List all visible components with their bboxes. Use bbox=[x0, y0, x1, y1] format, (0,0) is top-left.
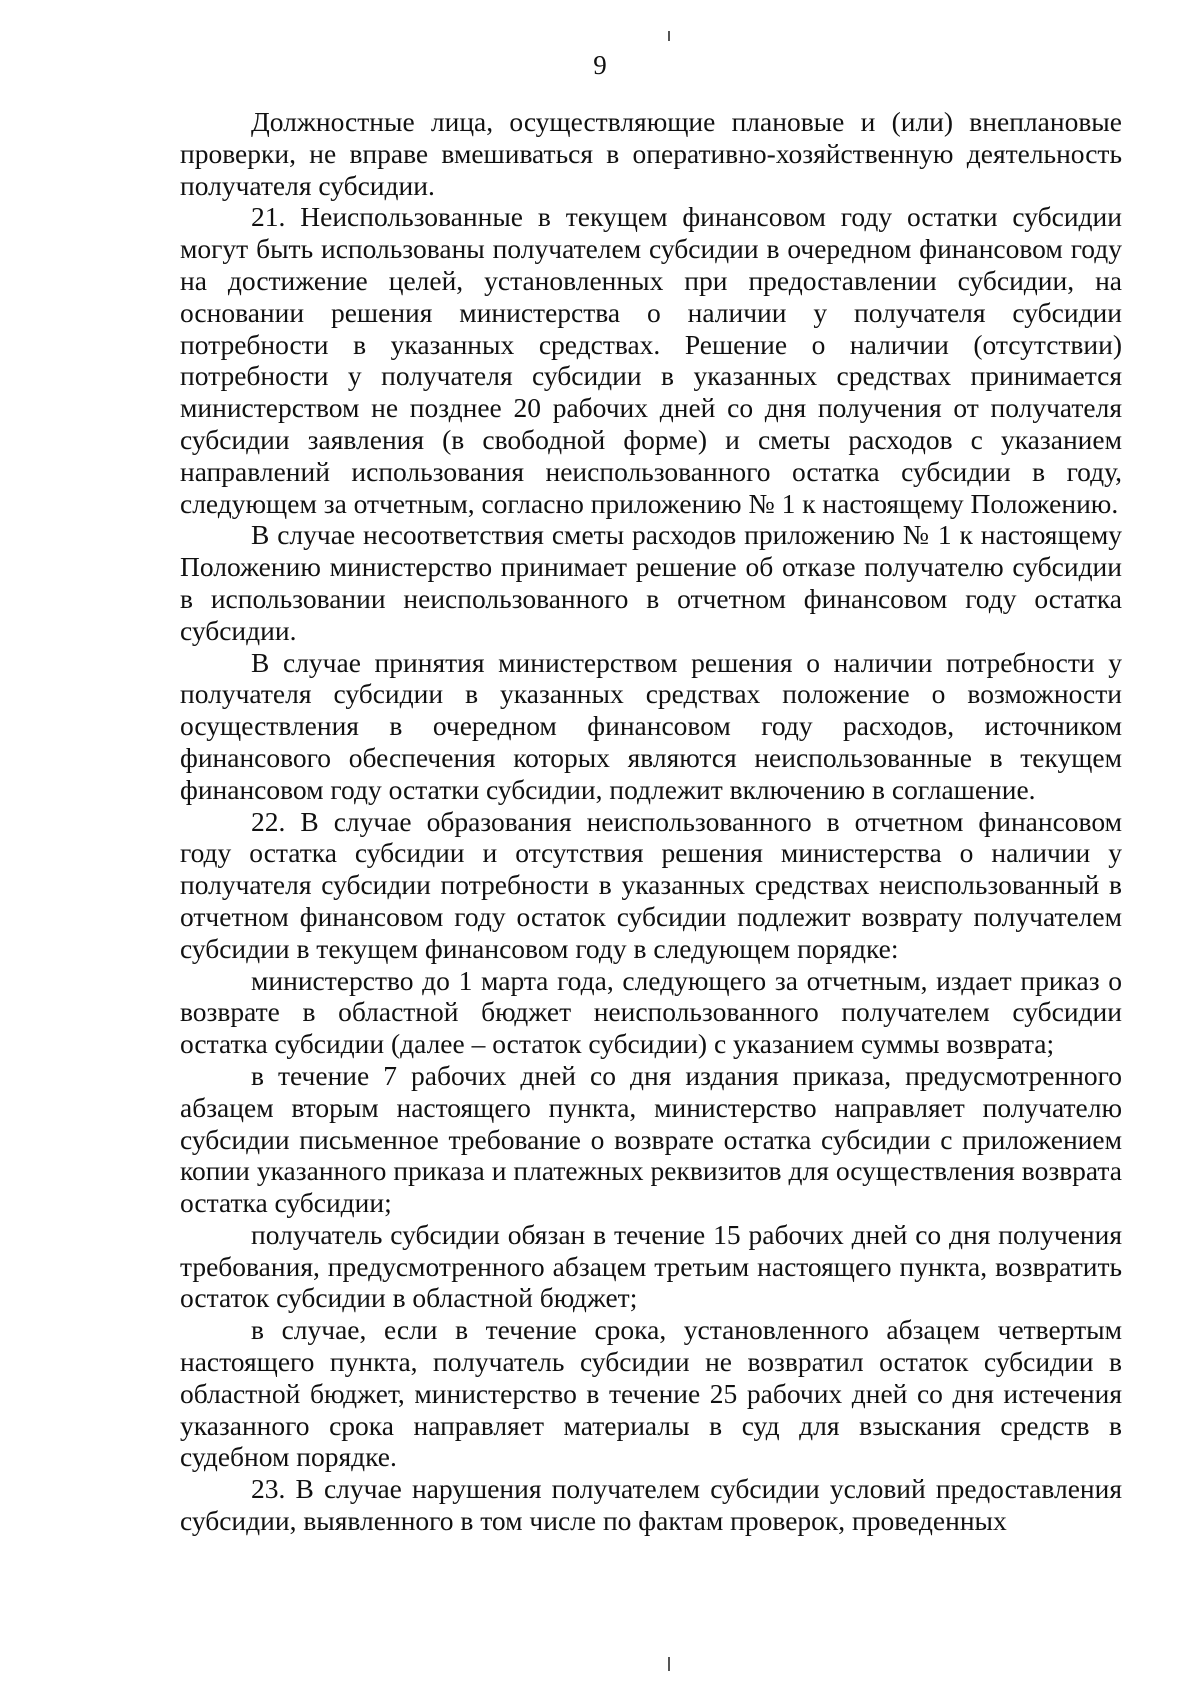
paragraph-clause-23: 23. В случае нарушения получателем субсидии условий предоставления субсидии, выявленного в том числе по фактам проверок, проведенных bbox=[180, 1473, 1122, 1537]
paragraph-clause-21: 21. Неиспользованные в текущем финансовом году остатки субсидии могут быть использованы получателем субсидии в очередном финансовом году на достижение целей, установленных при предоставлении субсидии, на основании решения министерства о наличии у получателя субсидии потребности в указанных средствах. Решение о наличии (отсутствии) потребности у получателя субсидии в указанных средствах принимается министерством не позднее 20 рабочих дней со дня получения от получателя субсидии заявления (в свободной форме) и сметы расходов с указанием направлений использования неиспользованного остатка субсидии в году, следующем за отчетным, согласно приложению № 1 к настоящему Положению. bbox=[180, 201, 1122, 519]
paragraph-estimate-mismatch: В случае несоответствия сметы расходов приложению № 1 к настоящему Положению министерство принимает решение об отказе получателю субсидии в использовании неиспользованного в отчетном финансовом году остатка субсидии. bbox=[180, 519, 1122, 646]
document-body bbox=[180, 106, 1122, 1537]
paragraph-officials-interference: Должностные лица, осуществляющие плановые и (или) внеплановые проверки, не вправе вмешиваться в оперативно-хозяйственную деятельность получателя субсидии. bbox=[180, 106, 1122, 201]
scan-artifact-mark bbox=[668, 31, 670, 41]
paragraph-need-decision: В случае принятия министерством решения о наличии потребности у получателя субсидии в указанных средствах положение о возможности осуществления в очередном финансовом году расходов, источником финансового обеспечения которых являются неиспользованные в текущем финансовом году остатки субсидии, подлежит включению в соглашение. bbox=[180, 646, 1122, 805]
paragraph-return-order: министерство до 1 марта года, следующего за отчетным, издает приказ о возврате в областной бюджет неиспользованного получателем субсидии остатка субсидии (далее – остаток субсидии) с указанием суммы возврата; bbox=[180, 964, 1122, 1060]
page-number: 9 bbox=[593, 50, 607, 80]
paragraph-written-demand: в течение 7 рабочих дней со дня издания приказа, предусмотренного абзацем вторым настоящего пункта, министерство направляет получателю субсидии письменное требование о возврате остатка субсидии с приложением копии указанного приказа и платежных реквизитов для осуществления возврата остатка субсидии; bbox=[180, 1059, 1122, 1219]
paragraph-clause-22: 22. В случае образования неиспользованного в отчетном финансовом году остатка субсидии и отсутствия решения министерства о наличии у получателя субсидии потребности в указанных средствах неиспользованный в отчетном финансовом году остаток субсидии подлежит возврату получателем субсидии в текущем финансовом году в следующем порядке: bbox=[180, 805, 1122, 964]
paragraph-return-deadline: получатель субсидии обязан в течение 15 рабочих дней со дня получения требования, предусмотренного абзацем третьим настоящего пункта, возвратить остаток субсидии в областной бюджет; bbox=[180, 1218, 1122, 1314]
scan-artifact-mark bbox=[668, 1657, 670, 1671]
paragraph-court-recovery: в случае, если в течение срока, установленного абзацем четвертым настоящего пункта, получатель субсидии не возвратил остаток субсидии в областной бюджет, министерство в течение 25 рабочих дней со дня истечения указанного срока направляет материалы в суд для взыскания средств в судебном порядке. bbox=[180, 1314, 1122, 1473]
